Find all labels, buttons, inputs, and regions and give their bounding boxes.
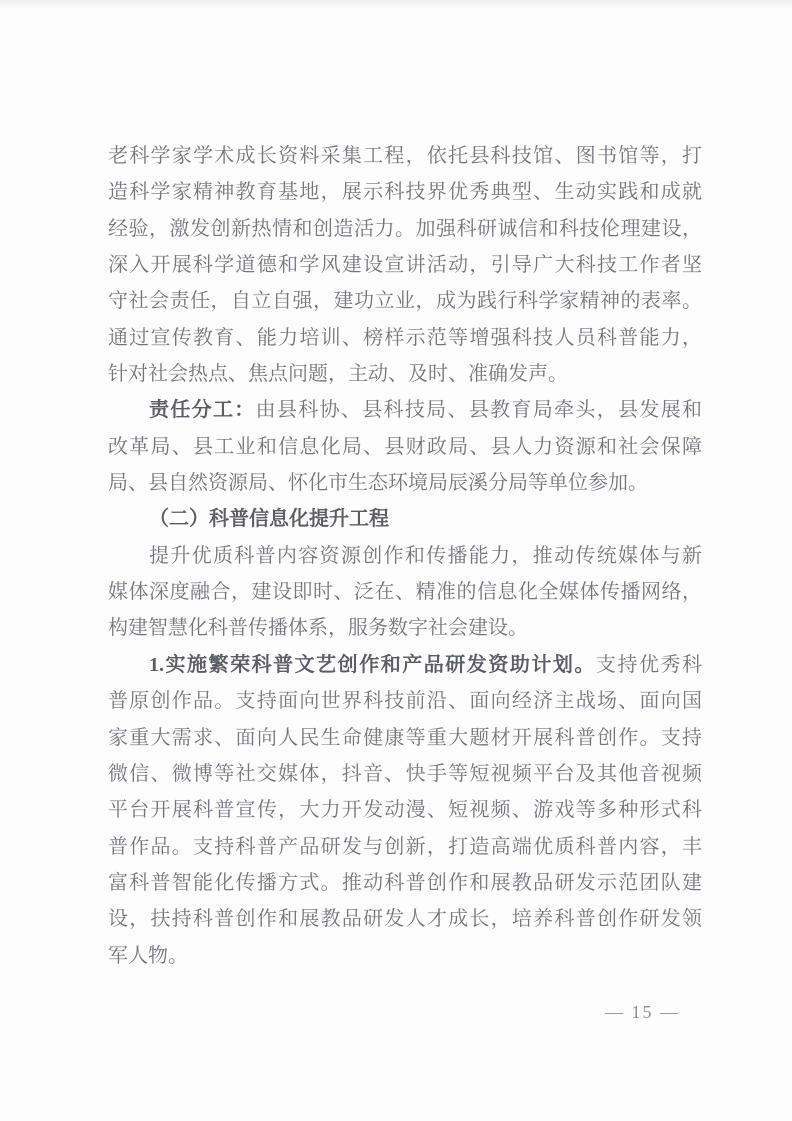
text-line: 守社会责任，自立自强，建功立业，成为践行科学家精神的表率。 <box>108 290 702 313</box>
text-line: 局、县自然资源局、怀化市生态环境局辰溪分局等单位参加。 <box>108 472 648 495</box>
text-line: 微信、微博等社交媒体，抖音、快手等短视频平台及其他音视频 <box>108 762 702 785</box>
text-line: 普原创作品。支持面向世界科技前沿、面向经济主战场、面向国 <box>108 690 702 713</box>
text-line: 深入开展科学道德和学风建设宣讲活动，引导广大科技工作者坚 <box>108 254 702 277</box>
item-title: 1.实施繁荣科普文艺创作和产品研发资助计划。 <box>149 653 596 676</box>
text-line: 军人物。 <box>108 944 188 967</box>
text-line: 老科学家学术成长资料采集工程，依托县科技馆、图书馆等，打 <box>108 145 702 167</box>
text-line: 造科学家精神教育基地，展示科技界优秀典型、生动实践和成就 <box>108 181 702 204</box>
text-line: 针对社会热点、焦点问题，主动、及时、准确发声。 <box>108 363 568 386</box>
text-line: 平台开展科普宣传，大力开发动漫、短视频、游戏等多种形式科 <box>108 799 702 822</box>
run-text: 支持优秀科 <box>595 653 702 676</box>
text-line: 提升优质科普内容资源创作和传播能力，推动传统媒体与新 <box>149 544 702 567</box>
text-line: 通过宣传教育、能力培训、榜样示范等增强科技人员科普能力， <box>108 326 702 349</box>
text-line: 普作品。支持科普产品研发与创新，打造高端优质科普内容，丰 <box>108 835 702 858</box>
text-line: 改革局、县工业和信息化局、县财政局、县人力资源和社会保障 <box>108 435 702 458</box>
text-line: 媒体深度融合，建设即时、泛在、精准的信息化全媒体传播网络， <box>108 581 702 604</box>
run-text: 由县科协、县科技局、县教育局牵头，县发展和 <box>255 399 702 422</box>
text-line: 设，扶持科普创作和展教品研发人才成长，培养科普创作研发领 <box>108 908 702 931</box>
text-line: 富科普智能化传播方式。推动科普创作和展教品研发示范团队建 <box>108 871 702 894</box>
page-number: — 15 — <box>605 1002 680 1022</box>
text-line: 构建智慧化科普传播体系，服务数字社会建设。 <box>108 617 528 640</box>
responsibility-label: 责任分工： <box>149 399 256 422</box>
text-line: 经验，激发创新热情和创造活力。加强科研诚信和科技伦理建设， <box>108 217 702 240</box>
text-line: 家重大需求、面向人民生命健康等重大题材开展科普创作。支持 <box>108 726 702 749</box>
section-heading: （二）科普信息化提升工程 <box>149 508 389 531</box>
text-line <box>108 392 702 428</box>
text-line <box>108 647 702 683</box>
scan-edge-shadow <box>0 0 792 9</box>
text-block <box>108 138 702 974</box>
